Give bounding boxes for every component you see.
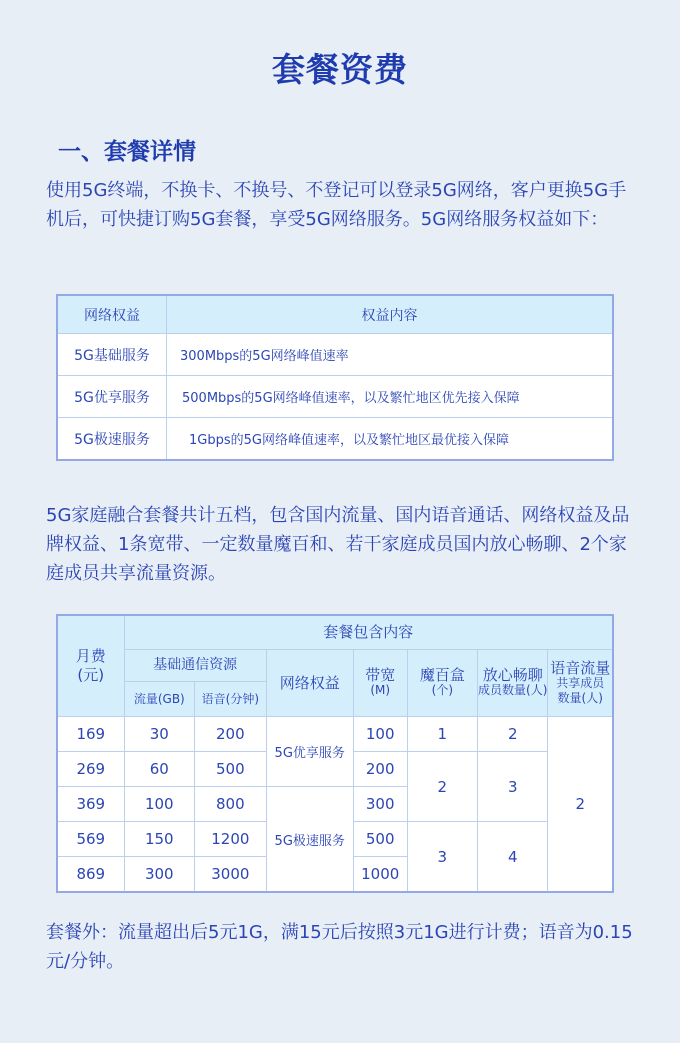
plans-table (57, 615, 613, 892)
benefit-content: 300Mbps的5G网络峰值速率 (167, 334, 613, 376)
fee-cell: 169 (58, 717, 125, 752)
benefit-name: 5G极速服务 (58, 418, 167, 460)
header-package-contents: 套餐包含内容 (124, 616, 612, 650)
share-cell: 2 (548, 717, 613, 892)
table-row (58, 418, 613, 460)
header-network: 网络权益 (266, 650, 353, 717)
column-header: 权益内容 (167, 296, 613, 334)
family-plan-paragraph: 5G家庭融合套餐共计五档，包含国内流量、国内语音通话、网络权益及品牌权益、1条宽带、一定数量魔百和、若干家庭成员国内放心畅聊、2个家庭成员共享流量资源。 (46, 505, 630, 584)
bandwidth-cell: 500 (353, 822, 407, 857)
data-cell: 150 (124, 822, 195, 857)
extra-fees-paragraph: 套餐外：流量超出后5元1G，满15元后按照3元1G进行计费；语音为0.15元/分钟。 (46, 922, 633, 972)
chat-cell: 4 (478, 822, 548, 892)
table-row (58, 376, 613, 418)
fee-cell: 369 (58, 787, 125, 822)
voice-cell: 200 (195, 717, 267, 752)
table-header-row (58, 616, 613, 650)
header-text: (M) (370, 683, 391, 697)
header-text: 带宽 (365, 666, 396, 684)
header-text: 放心畅聊 (482, 666, 543, 684)
box-cell: 3 (407, 822, 477, 892)
chat-cell: 3 (478, 752, 548, 822)
header-share-members (548, 650, 613, 717)
voice-cell: 800 (195, 787, 267, 822)
header-text: (个) (431, 683, 454, 697)
data-cell: 300 (124, 857, 195, 892)
benefit-content: 500Mbps的5G网络峰值速率，以及繁忙地区优先接入保障 (167, 376, 613, 418)
page-title: 套餐资费 (272, 50, 408, 89)
data-cell: 30 (124, 717, 195, 752)
box-cell: 2 (407, 752, 477, 822)
bandwidth-cell: 300 (353, 787, 407, 822)
table-header-row (58, 296, 613, 334)
header-magic-box (407, 650, 477, 717)
benefit-content: 1Gbps的5G网络峰值速率，以及繁忙地区最优接入保障 (167, 418, 613, 460)
header-basic-resources: 基础通信资源 (124, 650, 266, 682)
data-cell: 100 (124, 787, 195, 822)
box-cell: 1 (407, 717, 477, 752)
table-header-row (58, 650, 613, 682)
network-cell: 5G优享服务 (266, 717, 353, 787)
header-bandwidth (353, 650, 407, 717)
header-text: 语音流量 (550, 658, 611, 677)
table-row (58, 717, 613, 752)
header-data: 流量(GB) (124, 682, 195, 717)
header-text: 魔百盒 (419, 666, 465, 684)
voice-cell: 1200 (195, 822, 267, 857)
bandwidth-cell: 1000 (353, 857, 407, 892)
voice-cell: 3000 (195, 857, 267, 892)
header-text: 数量(人) (557, 690, 603, 705)
header-monthly-fee: 月费 (元) (58, 616, 125, 717)
section-heading: 一、套餐详情 (58, 139, 196, 165)
bandwidth-cell: 200 (353, 752, 407, 787)
header-text: 成员数量(人) (478, 683, 548, 697)
header-chat-members (478, 650, 548, 717)
network-cell: 5G极速服务 (266, 787, 353, 892)
bandwidth-cell: 100 (353, 717, 407, 752)
benefit-name: 5G基础服务 (58, 334, 167, 376)
chat-cell: 2 (478, 717, 548, 752)
fee-cell: 269 (58, 752, 125, 787)
intro-paragraph: 使用5G终端，不换卡、不换号、不登记可以登录5G网络，客户更换5G手机后，可快捷订购5G套餐，享受5G网络服务。5G网络服务权益如下： (46, 180, 627, 230)
column-header: 网络权益 (58, 296, 167, 334)
header-text: 共享成员 (556, 675, 605, 690)
voice-cell: 500 (195, 752, 267, 787)
data-cell: 60 (124, 752, 195, 787)
fee-cell: 869 (58, 857, 125, 892)
table-row (58, 334, 613, 376)
benefit-name: 5G优享服务 (58, 376, 167, 418)
header-voice: 语音(分钟) (195, 682, 267, 717)
fee-cell: 569 (58, 822, 125, 857)
benefits-table (57, 295, 613, 460)
